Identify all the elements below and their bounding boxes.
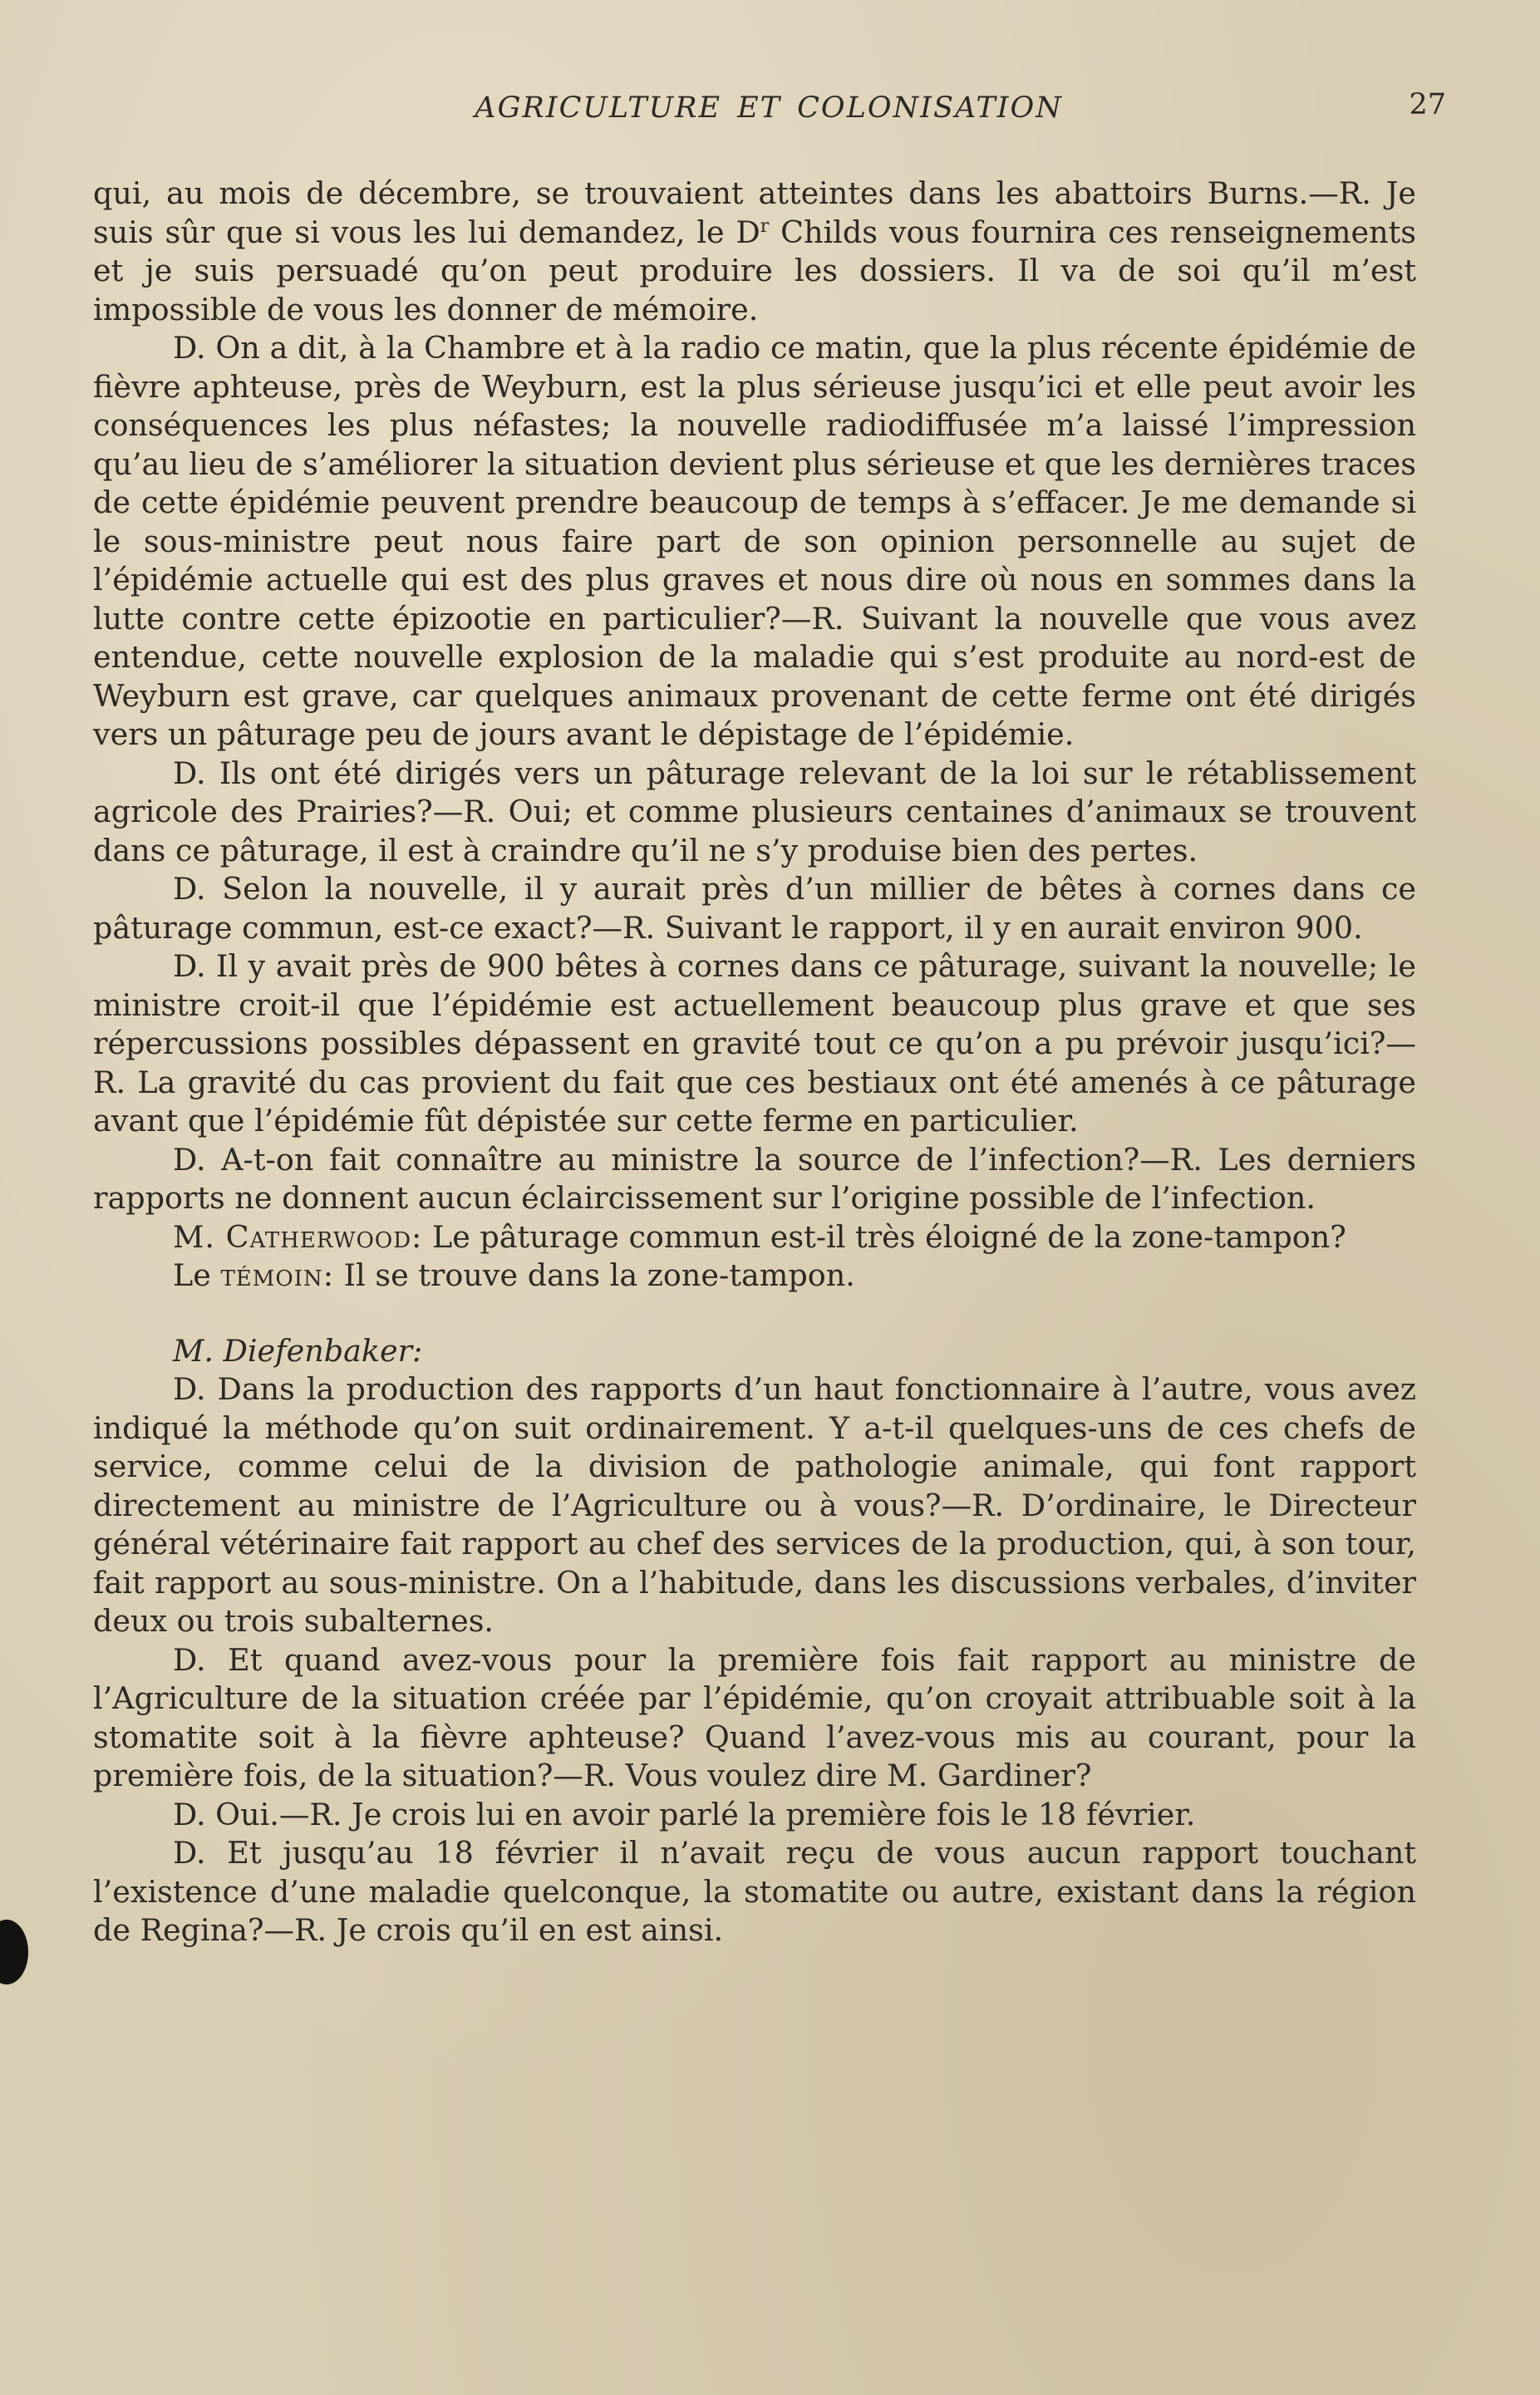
paragraph-12: D. Et jusqu’au 18 février il n’avait reçu de vous aucun rapport touchant l’existence d’une maladie quelconque, la stomatite ou autre, existant dans la région de Regina?—R. Je crois qu’il en est ainsi. [93,1835,1416,1948]
paragraph-5: D. Il y avait près de 900 bêtes à cornes dans ce pâturage, suivant la nouvelle; le ministre croit-il que l’épidémie est actuellement beaucoup plus grave et que ses répercussions possibles dépassent en gravité tout ce qu’on a pu prévoir jusqu’ici?—R. La gravité du cas provient du fait que ces bestiaux ont été amenés à ce pâturage avant que l’épidémie fût dépistée sur cette ferme en particulier. [93,948,1416,1138]
speaker-prefix: Le [173,1257,211,1293]
speaker-catherwood: M. Catherwood: [173,1218,423,1255]
body-text [93,175,1416,1950]
speaker-heading-diefenbaker: M. Diefenbaker: [173,1332,423,1369]
speaker-witness: témoin: [220,1257,335,1293]
page-number: 27 [1409,88,1446,121]
paragraph-6: D. A-t-on fait connaître au ministre la source de l’infection?—R. Les derniers rapports ne donnent aucun éclaircissement sur l’origine possible de l’infection. [93,1141,1416,1216]
paragraph-7-text: Le pâturage commun est-il très éloigné de la zone-tampon? [431,1218,1346,1255]
paragraph-11: D. Oui.—R. Je crois lui en avoir parlé la première fois le 18 février. [173,1796,1196,1832]
paragraph-1 [93,175,1416,329]
paragraph-7 [93,1218,1416,1257]
paragraph-1-start: qui, au mois de décembre, se trouvaient atteintes dans les abattoirs Burns.—R. Je suis sûr que si vous les lui demandez, le [93,175,1416,250]
paragraph-1-rest: Childs vous fournira ces renseignements et je suis persuadé qu’on peut produire les dossiers. Il va de soi qu’il m’est impossible de vous les donner de mémoire. [93,214,1417,327]
doctor-abbrev: D [736,214,760,250]
binding-hole [0,1920,28,1984]
paragraph-8 [93,1257,1416,1296]
paragraph-10: D. Et quand avez-vous pour la première fois fait rapport au ministre de l’Agriculture de la situation créée par l’épidémie, qu’on croyait attribuable soit à la stomatite soit à la fièvre aphteuse? Quand l’avez-vous mis au courant, pour la première fois, de la situation?—R. Vous voulez dire M. Gardiner? [93,1641,1416,1793]
running-title: AGRICULTURE ET COLONISATION [475,91,1063,125]
running-header [91,88,1446,141]
paragraph-4: D. Selon la nouvelle, il y aurait près d’un millier de bêtes à cornes dans ce pâturage commun, est-ce exact?—R. Suivant le rapport, il y en aurait environ 900. [93,871,1416,946]
paragraph-9: D. Dans la production des rapports d’un haut fonctionnaire à l’autre, vous avez indiqué la méthode qu’on suit ordinairement. Y a-t-il quelques-uns de ces chefs de service, comme celui de la division de pathologie animale, qui font rapport directement au ministre de l’Agriculture ou à vous?—R. D’ordinaire, le Directeur général vétérinaire fait rapport au chef des services de la production, qui, à son tour, fait rapport au sous-ministre. On a l’habitude, dans les discussions verbales, d’inviter deux ou trois subalternes. [93,1371,1416,1639]
doctor-abbrev-superscript: r [760,215,770,237]
paragraph-2: D. On a dit, à la Chambre et à la radio ce matin, que la plus récente épidémie de fièvre aphteuse, près de Weyburn, est la plus sérieuse jusqu’ici et elle peut avoir les conséquences les plus néfastes; la nouvelle radiodiffusée m’a laissé l’impression qu’au lieu de s’améliorer la situation devient plus sérieuse et que les dernières traces de cette épidémie peuvent prendre beaucoup de temps à s’effacer. Je me demande si le sous-ministre peut nous faire part de son opinion personnelle au sujet de l’épidémie actuelle qui est des plus graves et nous dire où nous en sommes dans la lutte contre cette épizootie en particulier?—R. Suivant la nouvelle que vous avez entendue, cette nouvelle explosion de la maladie qui s’est produite au nord-est de Weyburn est grave, car quelques animaux provenant de cette ferme ont été dirigés vers un pâturage peu de jours avant le dépistage de l’épidémie. [93,330,1416,752]
paragraph-8-text: Il se trouve dans la zone-tampon. [343,1257,855,1293]
paragraph-3: D. Ils ont été dirigés vers un pâturage relevant de la loi sur le rétablissement agricole des Prairies?—R. Oui; et comme plusieurs centaines d’animaux se trouvent dans ce pâturage, il est à craindre qu’il ne s’y produise bien des pertes. [93,755,1416,868]
